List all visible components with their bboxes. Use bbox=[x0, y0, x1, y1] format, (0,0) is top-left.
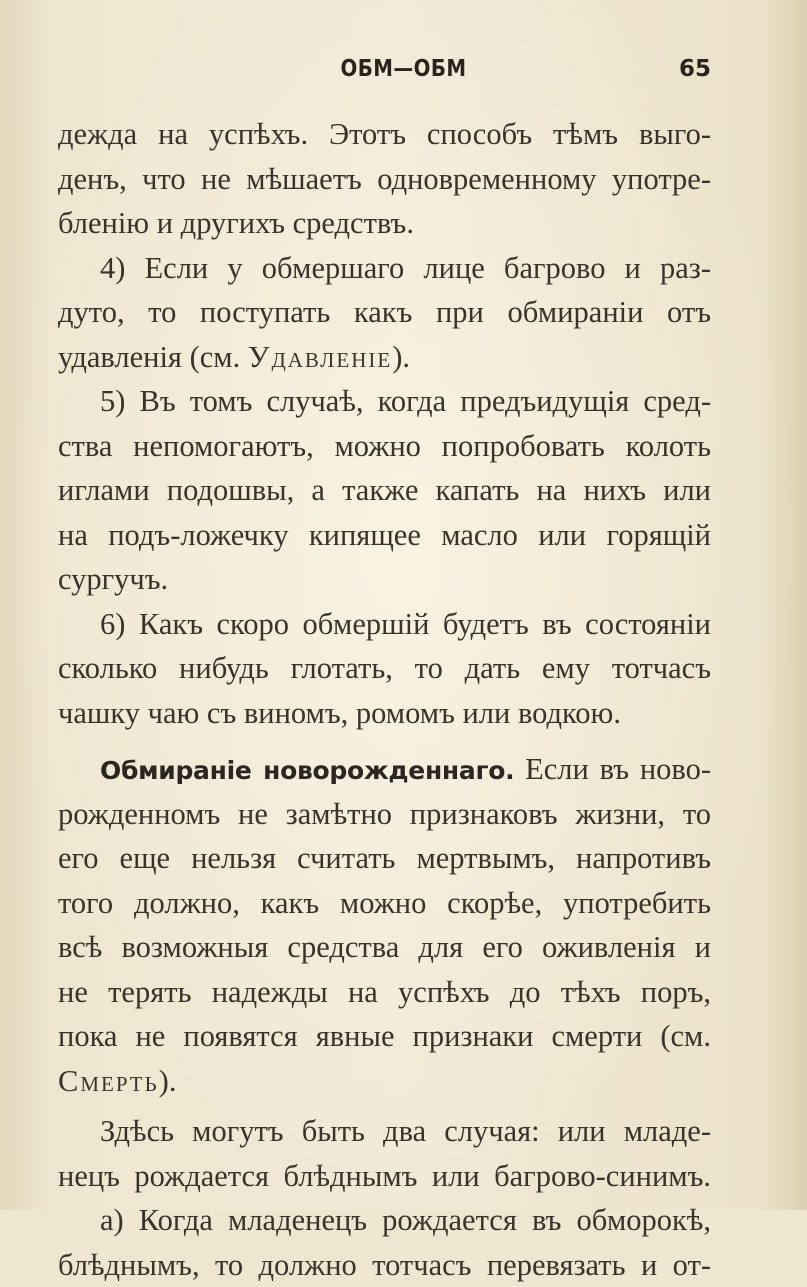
text-line bbox=[58, 747, 711, 792]
text-line: дежда на успѣхъ. Этотъ способъ тѣмъ выго- bbox=[58, 112, 711, 157]
text-line: 6) Какъ скоро обмершій будетъ въ состояніи bbox=[58, 602, 711, 647]
text-line: сургучъ. bbox=[58, 557, 711, 602]
text-line: бленію и другихъ средствъ. bbox=[58, 201, 711, 246]
text-line: чашку чаю съ виномъ, ромомъ или водкою. bbox=[58, 691, 711, 736]
text-segment: ). bbox=[159, 1064, 177, 1098]
text-line: нецъ рождается блѣднымъ или багрово-синимъ. bbox=[58, 1154, 711, 1199]
text-line: дуто, то поступать какъ при обмираніи отъ bbox=[58, 290, 711, 335]
text-segment: Если въ ново- bbox=[514, 752, 711, 786]
entry-heading: Обмираніе новорожденнаго. bbox=[100, 756, 514, 785]
cross-reference: Смерть bbox=[58, 1064, 159, 1098]
running-title: ОБМ—ОБМ bbox=[56, 56, 750, 82]
cross-reference: Удавленіе bbox=[248, 340, 392, 374]
page-number: 65 bbox=[679, 56, 711, 82]
text-line: не терять надежды на успѣхъ до тѣхъ поръ, bbox=[58, 970, 711, 1015]
text-segment: удавленія (см. bbox=[58, 340, 248, 374]
text-line: блѣднымъ, то должно тотчасъ перевязать и от- bbox=[58, 1243, 711, 1287]
text-line: 4) Если у обмершаго лице багрово и раз- bbox=[58, 246, 711, 291]
text-line: того должно, какъ можно скорѣе, употребить bbox=[58, 881, 711, 926]
text-line: иглами подошвы, а также капать на нихъ или bbox=[58, 468, 711, 513]
text-line: 5) Въ томъ случаѣ, когда предъидущія сред- bbox=[58, 379, 711, 424]
text-line bbox=[58, 335, 711, 380]
text-line bbox=[58, 1059, 711, 1104]
text-block bbox=[58, 112, 711, 1287]
text-line: рожденномъ не замѣтно признаковъ жизни, то bbox=[58, 792, 711, 837]
text-line: всѣ возможныя средства для его оживленія и bbox=[58, 925, 711, 970]
text-line: Здѣсь могутъ быть два случая: или младе- bbox=[58, 1109, 711, 1154]
text-line: денъ, что не мѣшаетъ одновременному употре- bbox=[58, 157, 711, 202]
text-line: пока не появятся явные признаки смерти (см. bbox=[58, 1014, 711, 1059]
text-segment: ). bbox=[392, 340, 410, 374]
text-line: ства непомогаютъ, можно попробовать колоть bbox=[58, 424, 711, 469]
text-line: на подъ-ложечку кипящее масло или горящій bbox=[58, 513, 711, 558]
running-head bbox=[0, 56, 807, 96]
text-line: сколько нибудь глотать, то дать ему тотчасъ bbox=[58, 646, 711, 691]
text-line: а) Когда младенецъ рождается въ обморокѣ, bbox=[58, 1198, 711, 1243]
text-line: его еще нельзя считать мертвымъ, напротивъ bbox=[58, 836, 711, 881]
